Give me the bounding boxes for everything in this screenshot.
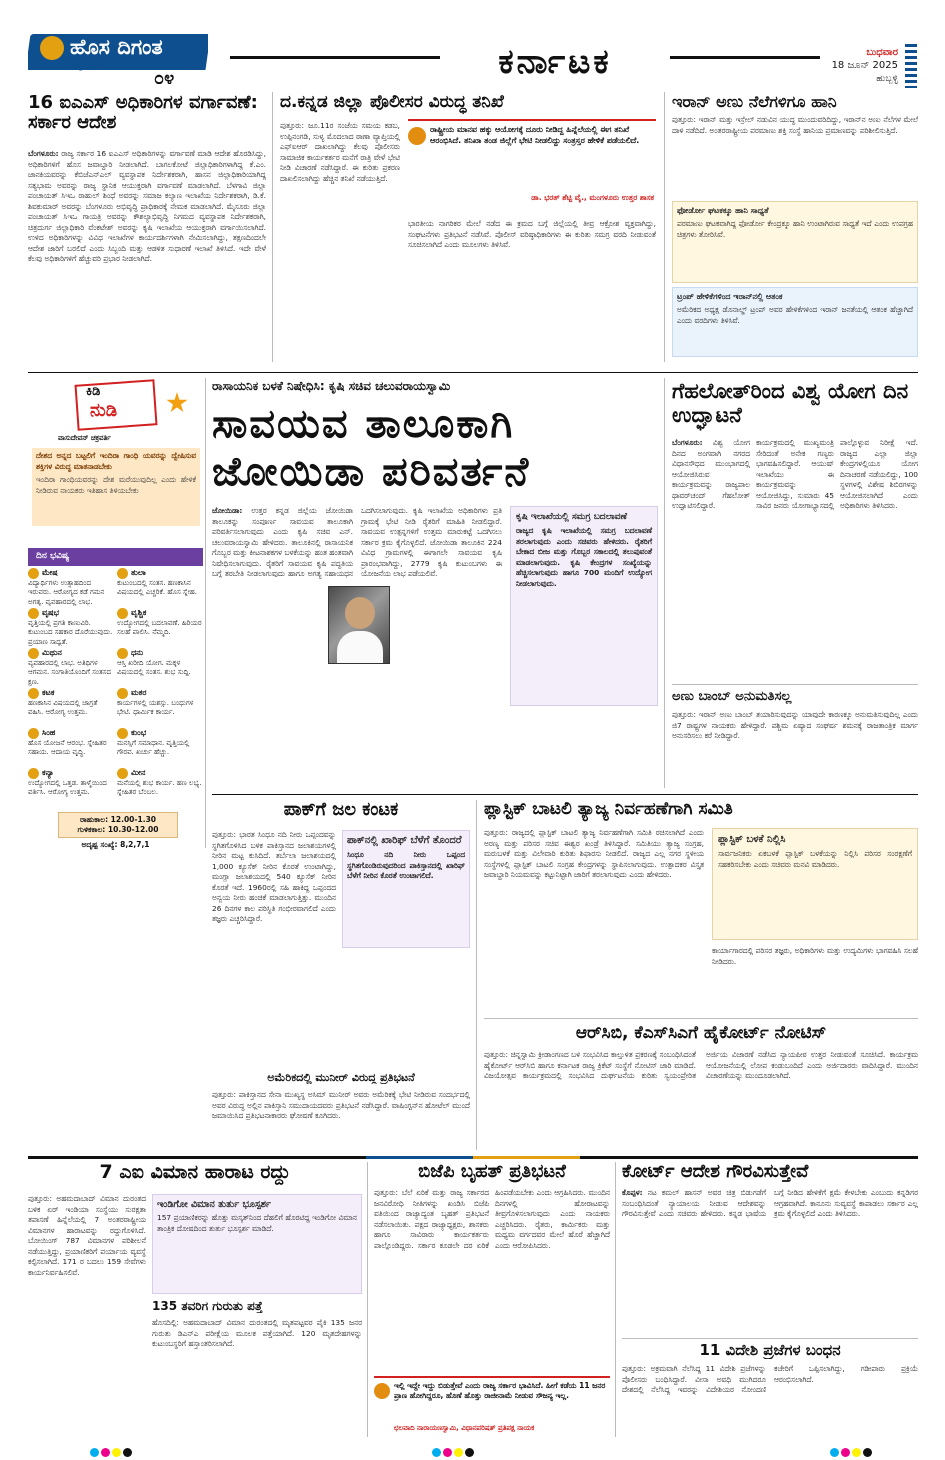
zodiac-icon xyxy=(117,768,128,779)
zodiac-icon xyxy=(117,608,128,619)
rashi-item xyxy=(28,768,114,806)
kalam-box xyxy=(58,812,178,838)
masthead-logo xyxy=(28,30,208,84)
rashi-item xyxy=(28,608,114,646)
print-marks-right xyxy=(830,1442,874,1460)
headline-ai: 7 ಎಐ ವಿಮಾನ ಹಾರಾಟ ರದ್ದು xyxy=(99,1162,291,1183)
zodiac-icon xyxy=(117,568,128,579)
rashi-name: ಕುಂಭ xyxy=(131,728,147,738)
organic-kicker: ರಾಸಾಯನಿಕ ಬಳಕೆ ನಿಷೇಧಿಸಿ: ಕೃಷಿ ಸಚಿವ ಚಲುವರಾಯಸ್ವಾಮಿ xyxy=(212,380,451,393)
zodiac-icon xyxy=(28,768,39,779)
body-bjp: ಪುತ್ತೂರು: ಬೆಲೆ ಏರಿಕೆ ಮತ್ತು ರಾಜ್ಯ ಸರ್ಕಾರದ ಜನವಿರೋಧಿ ನೀತಿಗಳನ್ನು ಖಂಡಿಸಿ ಬಿಜೆಪಿ ವತಿಯಿಂದ ರಾಜ್ಯಾದ್ಯಂತ ಬೃಹತ್ ಪ್ರತಿಭಟನೆ ನಡೆಸಲಾಯಿತು. ಪಕ್ಷದ ರಾಜ್ಯಾಧ್ಯಕ್ಷರು, ಶಾಸಕರು ಹಾಗೂ ಸಾವಿರಾರು ಕಾರ್ಯಕರ್ತರು ಪಾಲ್ಗೊಂಡಿದ್ದರು. ಸರ್ಕಾರ ಕೂಡಲೇ ದರ ಏರಿಕೆ ಹಿಂಪಡೆಯಬೇಕು ಎಂದು ಆಗ್ರಹಿಸಿದರು. ಮುಂದಿನ ದಿನಗಳಲ್ಲಿ ಹೋರಾಟವನ್ನು ತೀವ್ರಗೊಳಿಸಲಾಗುವುದು ಎಂದು ನಾಯಕರು ಎಚ್ಚರಿಸಿದರು. ರೈತರು, ಕಾರ್ಮಿಕರು ಮತ್ತು ಮಧ್ಯಮ ವರ್ಗದವರ ಮೇಲೆ ಹೊರೆ ಹೆಚ್ಚಾಗಿದೆ ಎಂದು ಆರೋಪಿಸಿದರು. xyxy=(374,1188,610,1250)
box-plastic-title: ಪ್ಲಾಸ್ಟಿಕ್ ಬಳಕೆ ನಿಲ್ಲಿಸಿ xyxy=(718,834,786,845)
rashi-text: ಕುಟುಂಬದಲ್ಲಿ ಸಂತಸ. ಹಣಕಾಸಿನ ವಿಷಯದಲ್ಲಿ ಎಚ್ಚರಿಕೆ. ಹೊಸ ಸ್ನೇಹ. xyxy=(117,579,197,597)
body-135: ಹೊಸದಿಲ್ಲಿ: ಅಹಮದಾಬಾದ್ ವಿಮಾನ ದುರಂತದಲ್ಲಿ ಮೃತಪಟ್ಟವರ ಪೈಕಿ 135 ಜನರ ಗುರುತು ಡಿಎನ್‌ಎ ಪರೀಕ್ಷೆಯ ಮೂಲಕ ಪತ್ತೆಯಾಗಿದೆ. 120 ಮೃತದೇಹಗಳನ್ನು ಕುಟುಂಬಸ್ಥರಿಗೆ ಹಸ್ತಾಂತರಿಸಲಾಗಿದೆ. xyxy=(152,1318,362,1349)
article-organic xyxy=(212,380,660,790)
spark-icon xyxy=(166,392,188,414)
section-divider xyxy=(28,1156,918,1159)
logo-tagline: ರಾಷ್ಟ್ರ ಜಾಗೃತಿಯ ಧ್ವನಿ xyxy=(72,63,115,70)
article-police xyxy=(280,93,658,363)
print-marks-center xyxy=(432,1442,476,1460)
rashi-item xyxy=(117,608,203,646)
headline-foreigners: 11 ವಿದೇಶಿ ಪ್ರಜೆಗಳ ಬಂಧನ xyxy=(699,1342,841,1359)
kidi-q2: ಇಂದಿರಾ ಗಾಂಧಿಯವರನ್ನು ದೇಶ ಮರೆಯುವುದಿಲ್ಲ ಎಂದು ಹೇಳಿಕೆ ನೀಡಿರುವ ನಾಯಕರು ಇತಿಹಾಸ ತಿಳಿಯಬೇಕು xyxy=(36,475,196,495)
zodiac-icon xyxy=(28,728,39,739)
body-foreigners: ಪುತ್ತೂರು: ಅಕ್ರಮವಾಗಿ ನೆಲೆಸಿದ್ದ 11 ವಿದೇಶಿ ಪ್ರಜೆಗಳನ್ನು ಪೊಲೀಸರು ಬಂಧಿಸಿದ್ದಾರೆ. ವೀಸಾ ಅವಧಿ ಮುಗಿದರೂ ದೇಶದಲ್ಲಿ ನೆಲೆಸಿದ್ದ ಇವರನ್ನು ವಿದೇಶಿಯರ ನೋಂದಣಿ ಕಚೇರಿಗೆ ಒಪ್ಪಿಸಲಾಗಿದ್ದು, ಗಡೀಪಾರು ಪ್ರಕ್ರಿಯೆ ಆರಂಭಿಸಲಾಗಿದೆ. xyxy=(622,1364,918,1395)
byline-bjp: ಛಲವಾದಿ ನಾರಾಯಣಸ್ವಾಮಿ, ವಿಧಾನಪರಿಷತ್ ಪ್ರತಿಪಕ್ಷ ನಾಯಕ xyxy=(394,1424,535,1432)
box-agri xyxy=(510,506,658,706)
box-fordo-title: ಫೋರ್ಡೋ ಘಟಕಕ್ಕೂ ಹಾನಿ ಸಾಧ್ಯತೆ xyxy=(677,206,769,215)
kidi-subtitle: ನುಡಿ xyxy=(90,400,118,421)
box-fordo xyxy=(672,201,918,283)
rashi-item xyxy=(117,728,203,766)
headline-police: ದ.ಕನ್ನಡ ಜಿಲ್ಲಾ ಪೊಲೀಸರ ವಿರುದ್ಧ ತನಿಖೆ xyxy=(280,93,504,112)
box-agri-body: ರಾಜ್ಯದ ಕೃಷಿ ಇಲಾಖೆಯಲ್ಲಿ ಸಮಗ್ರ ಬದಲಾವಣೆ ತರಲಾಗುವುದು ಎಂದು ಸಚಿವರು ಹೇಳಿದರು. ರೈತರಿಗೆ ಬೇಕಾದ ಬೀಜ ಮತ್ತು ಗೊಬ್ಬರ ಸಕಾಲದಲ್ಲಿ ತಲುಪುವಂತೆ ಮಾಡಲಾಗುವುದು. ಕೃಷಿ ಕೇಂದ್ರಗಳ ಸಂಖ್ಯೆಯನ್ನು ಹೆಚ್ಚಿಸಲಾಗುವುದು ಹಾಗೂ 700 ಮಂದಿಗೆ ಉದ್ಯೋಗ ನೀಡಲಾಗುವುದು. xyxy=(516,526,652,588)
headline-bjp: ಬಿಜೆಪಿ ಬೃಹತ್ ಪ್ರತಿಭಟನೆ xyxy=(418,1162,566,1182)
body-rcb: ಪುತ್ತೂರು: ಚಿನ್ನಸ್ವಾಮಿ ಕ್ರೀಡಾಂಗಣದ ಬಳಿ ಸಂಭವಿಸಿದ ಕಾಲ್ತುಳಿತ ಪ್ರಕರಣಕ್ಕೆ ಸಂಬಂಧಿಸಿದಂತೆ ಹೈಕೋರ್ಟ್ ಆರ್‌ಸಿಬಿ ಹಾಗೂ ಕರ್ನಾಟಕ ರಾಜ್ಯ ಕ್ರಿಕೆಟ್ ಸಂಸ್ಥೆಗೆ ನೋಟಿಸ್ ಜಾರಿ ಮಾಡಿದೆ. ವಿಜಯೋತ್ಸವ ಕಾರ್ಯಕ್ರಮದಲ್ಲಿ ಸಂಭವಿಸಿದ ದುರ್ಘಟನೆಯ ಕುರಿತು ಸ್ವಯಂಪ್ರೇರಿತ ಅರ್ಜಿಯ ವಿಚಾರಣೆ ನಡೆಸಿದ ನ್ಯಾಯಪೀಠ ಉತ್ತರ ನೀಡುವಂತೆ ಸೂಚಿಸಿದೆ. ಕಾರ್ಯಕ್ರಮ ಆಯೋಜನೆಯಲ್ಲಿ ಲೋಪ ಕಂಡುಬಂದಿದೆ ಎಂದು ಅರ್ಜಿದಾರರು ವಾದಿಸಿದ್ದಾರೆ. ಮುಂದಿನ ವಿಚಾರಣೆಯನ್ನು ಮುಂದೂಡಲಾಗಿದೆ. xyxy=(484,1050,918,1081)
rahu-kala: ರಾಹುಕಾಲ: 12.00-1.30 xyxy=(79,815,157,824)
organic-dateline: ಜೋಯಿಡಾ: xyxy=(212,506,243,515)
box-kharif-body: ಸಿಂಧೂ ನದಿ ನೀರು ಒಪ್ಪಂದ ಸ್ಥಗಿತಗೊಂಡಿರುವುದರಿಂದ ಪಾಕಿಸ್ತಾನದಲ್ಲಿ ಖಾರಿಫ್ ಬೆಳೆಗೆ ನೀರಿನ ಕೊರತೆ ಉಂಟಾಗಲಿದೆ. xyxy=(347,850,465,881)
rashi-text: ಮನೆಯಲ್ಲಿ ಶುಭ ಕಾರ್ಯ. ಹಣ ಲಭ್ಯ. ಸ್ನೇಹಿತರ ಬೆಂಬಲ. xyxy=(117,779,202,797)
headline-munir: ಅಮೆರಿಕದಲ್ಲಿ ಮುನೀರ್ ವಿರುದ್ಧ ಪ್ರತಿಭಟನೆ xyxy=(267,1072,415,1084)
kidi-nudi xyxy=(28,378,203,528)
article-rcb xyxy=(484,1024,918,1150)
kidi-body xyxy=(32,448,200,526)
rashi-text: ಮನಸ್ಸಿಗೆ ಸಮಾಧಾನ. ವೃತ್ತಿಯಲ್ಲಿ ಗೌರವ. ಖರ್ಚು ಹೆಚ್ಚು. xyxy=(117,739,190,757)
print-marks-left xyxy=(90,1442,134,1460)
rashi-name: ಕಟಕ xyxy=(42,688,55,698)
zodiac-icon xyxy=(28,608,39,619)
dateline-court: ಕೊಪ್ಪಳ: xyxy=(622,1188,643,1197)
box-kharif-title: ಪಾಕ್‌ನಲ್ಲಿ ಖಾರಿಫ್ ಬೆಳೆಗೆ ತೊಂದರೆ xyxy=(347,835,462,846)
rashi-name: ತುಲಾ xyxy=(131,568,146,578)
edition-name: ಹುಬ್ಬಳ್ಳಿ xyxy=(876,74,898,84)
headline-court: ಕೋರ್ಟ್ ಆದೇಶ ಗೌರವಿಸುತ್ತೇವೆ xyxy=(622,1162,809,1182)
body-plastic: ಪುತ್ತೂರು: ರಾಜ್ಯದಲ್ಲಿ ಪ್ಲಾಸ್ಟಿಕ್ ಬಾಟಲಿ ತ್ಯಾಜ್ಯ ನಿರ್ವಹಣೆಗಾಗಿ ಸಮಿತಿ ರಚಿಸಲಾಗಿದೆ ಎಂದು ಅರಣ್ಯ ಮತ್ತು ಪರಿಸರ ಸಚಿವ ಈಶ್ವರ ಖಂಡ್ರೆ ತಿಳಿಸಿದ್ದಾರೆ. ಸಮಿತಿಯು ತ್ಯಾಜ್ಯ ಸಂಗ್ರಹ, ಮರುಬಳಕೆ ಮತ್ತು ವಿಲೇವಾರಿ ಕುರಿತು ಶಿಫಾರಸು ನೀಡಲಿದೆ. ರಾಜ್ಯದ ಎಲ್ಲ ನಗರ ಸ್ಥಳೀಯ ಸಂಸ್ಥೆಗಳಲ್ಲಿ ಪ್ಲಾಸ್ಟಿಕ್ ಬಾಟಲಿ ಸಂಗ್ರಹ ಕೇಂದ್ರಗಳನ್ನು ಸ್ಥಾಪಿಸಲಾಗುವುದು. ಉತ್ಪಾದಕರ ವಿಸ್ತೃತ ಜವಾಬ್ದಾರಿ ನಿಯಮವನ್ನು ಕಟ್ಟುನಿಟ್ಟಾಗಿ ಜಾರಿಗೆ ತರಲಾಗುವುದು ಎಂದು ಹೇಳಿದರು. xyxy=(484,828,704,880)
rashi-item xyxy=(117,688,203,726)
quote-box-police xyxy=(408,119,656,213)
rashi-item xyxy=(28,728,114,766)
quote-icon xyxy=(374,1383,390,1399)
body-munir: ಪುತ್ತೂರು: ಪಾಕಿಸ್ತಾನದ ಸೇನಾ ಮುಖ್ಯಸ್ಥ ಅಸಿಮ್ ಮುನೀರ್ ಅವರು ಅಮೆರಿಕಕ್ಕೆ ಭೇಟಿ ನೀಡಿರುವ ಸಂದರ್ಭದಲ್ಲಿ ಅವರ ವಿರುದ್ಧ ಅಲ್ಲಿನ ಪಾಕಿಸ್ತಾನಿ ಸಮುದಾಯದವರು ಪ್ರತಿಭಟನೆ ನಡೆಸಿದ್ದಾರೆ. ವಾಷಿಂಗ್ಟನ್‌ನ ಹೋಟೆಲ್ ಮುಂದೆ ಜಮಾಯಿಸಿದ ಪ್ರತಿಭಟನಾಕಾರರು ಘೋಷಣೆ ಕೂಗಿದರು. xyxy=(212,1090,470,1121)
article-iran xyxy=(672,93,918,363)
rashi-item xyxy=(117,648,203,686)
headline-plastic: ಪ್ಲಾಸ್ಟಿಕ್ ಬಾಟಲಿ ತ್ಯಾಜ್ಯ ನಿರ್ವಹಣೆಗಾಗಿ ಸಮಿತಿ xyxy=(484,800,733,819)
logo-text: ಹೊಸ ದಿಗಂತ xyxy=(70,35,163,59)
kidi-author: ವಾಸುದೇವನ್ ಚಕ್ರವರ್ತಿ xyxy=(58,434,111,442)
box-plastic xyxy=(712,828,918,940)
rashi-text: ಉದ್ಯೋಗದಲ್ಲಿ ಒತ್ತಡ. ತಾಳ್ಮೆಯಿಂದ ವರ್ತಿಸಿ. ಆರೋಗ್ಯ ಉತ್ತಮ. xyxy=(28,779,107,797)
box-indigo-title: ಇಂಡಿಗೋ ವಿಮಾನ ತುರ್ತು ಭೂಸ್ಪರ್ಶ xyxy=(157,1199,271,1210)
rashi-name: ಮಿಥುನ xyxy=(42,648,62,658)
dateline-gehlot: ಬೆಂಗಳೂರು: xyxy=(672,438,703,447)
article-bomb xyxy=(672,690,918,788)
headline-pak: ಪಾಕ್‌ಗೆ ಜಲ ಕಂಟಕ xyxy=(283,800,399,820)
box-indigo-body: 157 ಪ್ರಯಾಣಿಕರನ್ನು ಹೊತ್ತು ಮಸ್ಕತ್‌ನಿಂದ ದೆಹಲಿಗೆ ಹೊರಟಿದ್ದ ಇಂಡಿಗೋ ವಿಮಾನ ತಾಂತ್ರಿಕ ದೋಷದಿಂದ ತುರ್ತು ಭೂಸ್ಪರ್ಶ ಮಾಡಿದೆ. xyxy=(157,1213,357,1233)
article-plastic xyxy=(484,800,918,1015)
edge-pattern xyxy=(905,44,917,88)
zodiac-icon xyxy=(117,728,128,739)
zodiac-icon xyxy=(28,568,39,579)
text-court: ನಟ ಕಮಲ್ ಹಾಸನ್ ಅವರ ಚಿತ್ರ ಬಿಡುಗಡೆಗೆ ಸಂಬಂಧಿಸಿದಂತೆ ನ್ಯಾಯಾಲಯ ನೀಡುವ ಆದೇಶವನ್ನು ಗೌರವಿಸುತ್ತೇವೆ ಎಂದು ಸಚಿವರು ಹೇಳಿದರು. ಕನ್ನಡ ಭಾಷೆಯ ಬಗ್ಗೆ ನೀಡಿದ ಹೇಳಿಕೆಗೆ ಕ್ಷಮೆ ಕೇಳಬೇಕು ಎಂಬುದು ಕನ್ನಡಿಗರ ಆಗ್ರಹವಾಗಿದೆ. ಕಾನೂನು ಸುವ್ಯವಸ್ಥೆ ಕಾಪಾಡಲು ಸರ್ಕಾರ ಎಲ್ಲ ಕ್ರಮ ಕೈಗೊಳ್ಳಲಿದೆ ಎಂದು ತಿಳಿಸಿದರು. xyxy=(622,1188,918,1219)
box-plastic-body: ಸಾರ್ವಜನಿಕರು ಏಕಬಳಕೆ ಪ್ಲಾಸ್ಟಿಕ್ ಬಳಕೆಯನ್ನು ನಿಲ್ಲಿಸಿ ಪರಿಸರ ಸಂರಕ್ಷಣೆಗೆ ಸಹಕರಿಸಬೇಕು ಎಂದು ಸಚಿವರು ಮನವಿ ಮಾಡಿದರು. xyxy=(718,849,912,869)
box-trump-title: ಟ್ರಂಪ್ ಹೇಳಿಕೆಗಳಿಂದ ಇರಾನ್‌ನಲ್ಲಿ ಆತಂಕ xyxy=(677,292,783,301)
lead-iran: ಪುತ್ತೂರು: ಇರಾನ್ ಮತ್ತು ಇಸ್ರೇಲ್ ನಡುವಿನ ಯುದ್ಧ ಮುಂದುವರಿದಿದ್ದು, ಇರಾನ್‌ನ ಅಣು ನೆಲೆಗಳ ಮೇಲೆ ದಾಳಿ ನಡೆದಿದೆ. ಅಂತರರಾಷ್ಟ್ರೀಯ ಪರಮಾಣು ಶಕ್ತಿ ಸಂಸ್ಥೆ ಹಾನಿಯ ಪ್ರಮಾಣವನ್ನು ಪರಿಶೀಲಿಸುತ್ತಿದೆ. xyxy=(672,115,918,135)
zodiac-icon xyxy=(117,688,128,699)
rashi-text: ಹಣಕಾಸಿನ ವಿಷಯದಲ್ಲಿ ಜಾಗ್ರತೆ ವಹಿಸಿ. ಆರೋಗ್ಯ ಉತ್ತಮ. xyxy=(28,699,98,717)
section-title: ಕರ್ನಾಟಕ xyxy=(440,40,670,84)
headline-rcb: ಆರ್‌ಸಿಬಿ, ಕೆಎಸ್‌ಸಿಎಗೆ ಹೈಕೋರ್ಟ್ ನೋಟಿಸ್ xyxy=(575,1024,827,1043)
rashi-name: ಕನ್ಯಾ xyxy=(42,768,54,778)
rashi-name: ವೃಶ್ಚಿಕ xyxy=(131,608,147,618)
lead-police: ಪುತ್ತೂರು: ಜೂ.11ರ ಸಂಜೆಯ ಸಮಯ ಕಡಬ, ಉಪ್ಪಿನಂಗಡಿ, ಸುಳ್ಯ ಮೊದಲಾದ ಠಾಣಾ ವ್ಯಾಪ್ತಿಯಲ್ಲಿ ಎಫ್‌ಐಆರ್ ದಾಖಲಾಗಿದ್ದು ಕೆಲವು ಪೊಲೀಸರು ಸಾಮಾಜಿಕ ಕಾರ್ಯಕರ್ತರ ಮನೆಗೆ ರಾತ್ರಿ ವೇಳೆ ಭೇಟಿ ನೀಡಿ ವಿಚಾರಣೆ ನಡೆಸಿದ್ದಾರೆ. ಈ ಕುರಿತು ಪ್ರಕರಣ ದಾಖಲಿಸಲಾಗಿದ್ದು ಹೆಚ್ಚಿನ ತನಿಖೆ ನಡೆಯುತ್ತಿದೆ. xyxy=(280,121,400,183)
zodiac-icon xyxy=(28,688,39,699)
quote-box-bjp xyxy=(374,1376,610,1436)
body-court xyxy=(622,1188,918,1338)
body-ai: ಪುತ್ತೂರು: ಅಹಮದಾಬಾದ್ ವಿಮಾನ ದುರಂತದ ಬಳಿಕ ಏರ್ ಇಂಡಿಯಾ ಸಂಸ್ಥೆಯು ಸುರಕ್ಷತಾ ತಪಾಸಣೆ ಹಿನ್ನೆಲೆಯಲ್ಲಿ 7 ಅಂತರರಾಷ್ಟ್ರೀಯ ವಿಮಾನಗಳ ಹಾರಾಟವನ್ನು ರದ್ದುಗೊಳಿಸಿದೆ. ಬೋಯಿಂಗ್ 787 ವಿಮಾನಗಳ ಪರಿಶೀಲನೆ ನಡೆಯುತ್ತಿದ್ದು, ಪ್ರಯಾಣಿಕರಿಗೆ ಪರ್ಯಾಯ ವ್ಯವಸ್ಥೆ ಕಲ್ಪಿಸಲಾಗಿದೆ. 171 ರ ಬದಲು 159 ಸೇವೆಗಳು ಕಾರ್ಯನಿರ್ವಹಿಸಲಿವೆ. xyxy=(28,1194,146,1277)
article-ai xyxy=(28,1162,362,1437)
lamp-icon xyxy=(40,36,64,60)
gulika-kala: ಗುಳಿಕಕಾಲ: 10.30-12.00 xyxy=(77,825,159,834)
headline-iran: ಇರಾನ್ ಅಣು ನೆಲೆಗಳಿಗೂ ಹಾನಿ xyxy=(672,93,837,111)
article-gehlot xyxy=(672,380,918,680)
tail-plastic: ಕಾರ್ಯಾಗಾರದಲ್ಲಿ ಪರಿಸರ ತಜ್ಞರು, ಅಧಿಕಾರಿಗಳು ಮತ್ತು ಉದ್ಯಮಿಗಳು ಭಾಗವಹಿಸಿ ಸಲಹೆ ನೀಡಿದರು. xyxy=(712,946,918,966)
rashi-text: ಉದ್ಯೋಗದಲ್ಲಿ ಬದಲಾವಣೆ. ಹಿರಿಯರ ಸಲಹೆ ಪಾಲಿಸಿ. ನೆಮ್ಮದಿ. xyxy=(117,619,202,637)
rashi-text: ಕಾರ್ಯಗಳಲ್ಲಿ ಯಶಸ್ಸು. ಬಂಧುಗಳ ಭೇಟಿ. ಧಾರ್ಮಿಕ ಕಾರ್ಯ. xyxy=(117,699,194,717)
article-bjp xyxy=(374,1162,610,1437)
article-ias xyxy=(28,93,266,363)
dateline-ias: ಬೆಂಗಳೂರು: xyxy=(28,149,59,158)
organic-text: ಉತ್ತರ ಕನ್ನಡ ಜಿಲ್ಲೆಯ ಜೋಯಿಡಾ ತಾಲೂಕನ್ನು ಸಂಪೂರ್ಣ ಸಾವಯವ ತಾಲೂಕಾಗಿ ಪರಿವರ್ತಿಸಲಾಗುವುದು ಎಂದು ಕೃಷಿ ಸಚಿವ ಎನ್. ಚಲುವರಾಯಸ್ವಾಮಿ ಹೇಳಿದರು. ತಾಲೂಕಿನಲ್ಲಿ ರಾಸಾಯನಿಕ ಗೊಬ್ಬರ ಮತ್ತು ಕೀಟನಾಶಕಗಳ ಬಳಕೆಯನ್ನು ಹಂತ ಹಂತವಾಗಿ ನಿಷೇಧಿಸಲಾಗುವುದು. ರೈತರಿಗೆ ಸಾವಯವ ಕೃಷಿ ಪದ್ಧತಿಯ ಬಗ್ಗೆ ತರಬೇತಿ ನೀಡಲಾಗುವುದು ಹಾಗೂ ಅಗತ್ಯ ಸಹಾಯಧನ ಒದಗಿಸಲಾಗುವುದು. ಕೃಷಿ ಇಲಾಖೆಯ ಅಧಿಕಾರಿಗಳು ಪ್ರತಿ ಗ್ರಾಮಕ್ಕೆ ಭೇಟಿ ನೀಡಿ ರೈತರಿಗೆ ಮಾಹಿತಿ ನೀಡಲಿದ್ದಾರೆ. ಸಾವಯವ ಉತ್ಪನ್ನಗಳಿಗೆ ಉತ್ತಮ ಮಾರುಕಟ್ಟೆ ಒದಗಿಸಲು ಸರ್ಕಾರ ಕ್ರಮ ಕೈಗೊಳ್ಳಲಿದೆ. ಜೋಯಿಡಾ ತಾಲೂಕಿನ 224 ವಿವಿಧ ಗ್ರಾಮಗಳಲ್ಲಿ ಈಗಾಗಲೇ ಸಾವಯವ ಕೃಷಿ ಪ್ರಾರಂಭವಾಗಿದ್ದು, 2779 ಕೃಷಿ ಕುಟುಂಬಗಳು ಈ ಯೋಜನೆಯ ಲಾಭ ಪಡೆಯಲಿವೆ. xyxy=(212,506,502,579)
text-gehlot: ವಿಶ್ವ ಯೋಗ ದಿನದ ಅಂಗವಾಗಿ ನಗರದ ವಿಧಾನಸೌಧದ ಮುಂಭಾಗದಲ್ಲಿ ಆಯೋಜಿಸಿರುವ ಕಾರ್ಯಕ್ರಮವನ್ನು ರಾಜ್ಯಪಾಲ ಥಾವರ್‌ಚಂದ್ ಗೆಹಲೋತ್ ಉದ್ಘಾಟಿಸಲಿದ್ದಾರೆ. ಕಾರ್ಯಕ್ರಮದಲ್ಲಿ ಮುಖ್ಯಮಂತ್ರಿ ಸೇರಿದಂತೆ ಅನೇಕ ಗಣ್ಯರು ಭಾಗವಹಿಸಲಿದ್ದಾರೆ. ಆಯುಷ್ ಇಲಾಖೆಯು ಈ ಕಾರ್ಯಕ್ರಮವನ್ನು ಆಯೋಜಿಸಿದ್ದು, ಸುಮಾರು 45 ಸಾವಿರ ಜನರು ಯೋಗಾಭ್ಯಾಸದಲ್ಲಿ ಪಾಲ್ಗೊಳ್ಳುವ ನಿರೀಕ್ಷೆ ಇದೆ. ರಾಜ್ಯದ ಎಲ್ಲಾ ಜಿಲ್ಲಾ ಕೇಂದ್ರಗಳಲ್ಲಿಯೂ ಯೋಗ ದಿನಾಚರಣೆ ನಡೆಯಲಿದ್ದು, 100 ಸ್ಥಳಗಳಲ್ಲಿ ವಿಶೇಷ ಶಿಬಿರಗಳನ್ನು ಆಯೋಜಿಸಲಾಗಿದೆ ಎಂದು ಅಧಿಕಾರಿಗಳು ತಿಳಿಸಿದರು. xyxy=(672,438,918,511)
rashi-name: ಮೀನ xyxy=(131,768,146,778)
bhavishya-header xyxy=(28,548,203,566)
body-ias: ರಾಜ್ಯ ಸರ್ಕಾರ 16 ಐಎಎಸ್ ಅಧಿಕಾರಿಗಳನ್ನು ವರ್ಗಾವಣೆ ಮಾಡಿ ಆದೇಶ ಹೊರಡಿಸಿದ್ದು, ಅಧಿಕಾರಿಗಳಿಗೆ ಹೊಸ ಜವಾಬ್ದಾರಿ ನೀಡಲಾಗಿದೆ. ಬಾಗಲಕೋಟೆ ಜಿಲ್ಲಾಧಿಕಾರಿಗಳಾಗಿದ್ದ ಕೆ.ಎಂ. ಜಾನಕಿಯವರನ್ನು ಕೆಬಿಜೆಎನ್‌ಎಲ್ ವ್ಯವಸ್ಥಾಪಕ ನಿರ್ದೇಶಕರಾಗಿ, ಹಾಸನ ಜಿಲ್ಲಾಧಿಕಾರಿಯಾಗಿದ್ದ ಸತ್ಯಭಾಮ ಅವರನ್ನು ರಾಜ್ಯ ಸ್ಥಾನಿಕ ಆಯುಕ್ತರಾಗಿ ವರ್ಗಾವಣೆ ಮಾಡಲಾಗಿದೆ. ಬೆಳಗಾವಿ ಜಿಲ್ಲಾ ಪಂಚಾಯತ್ ಸಿಇಒ ರಾಹುಲ್ ಶಿಂಧೆ ಅವರನ್ನು ಸಮಾಜ ಕಲ್ಯಾಣ ಇಲಾಖೆಯ ನಿರ್ದೇಶಕರಾಗಿ, ಡಿ.ಕೆ. ಶಿವಕುಮಾರ್ ಅವರನ್ನು ಬೆಂಗಳೂರು ಅಭಿವೃದ್ಧಿ ಪ್ರಾಧಿಕಾರಕ್ಕೆ ನೇಮಕ ಮಾಡಲಾಗಿದೆ. ಮೈಸೂರು ಜಿಲ್ಲಾ ಪಂಚಾಯತ್ ಸಿಇಒ ಗಾಯತ್ರಿ ಅವರನ್ನು ಕೌಶಲ್ಯಾಭಿವೃದ್ಧಿ ನಿಗಮದ ವ್ಯವಸ್ಥಾಪಕ ನಿರ್ದೇಶಕರಾಗಿ, ಚಿತ್ರದುರ್ಗ ಜಿಲ್ಲಾಧಿಕಾರಿ ವೆಂಕಟೇಶ್ ಅವರನ್ನು ಕೃಷಿ ಇಲಾಖೆಯ ಆಯುಕ್ತರಾಗಿ ವರ್ಗಾಯಿಸಲಾಗಿದೆ. ಉಳಿದ ಅಧಿಕಾರಿಗಳನ್ನು ವಿವಿಧ ಇಲಾಖೆಗಳ ಕಾರ್ಯದರ್ಶಿಗಳಾಗಿ ನೇಮಿಸಲಾಗಿದ್ದು, ತಕ್ಷಣದಿಂದಲೇ ಆದೇಶ ಜಾರಿಗೆ ಬರಲಿದೆ ಎಂದು ಸಿಬ್ಬಂದಿ ಮತ್ತು ಆಡಳಿತ ಸುಧಾರಣೆ ಇಲಾಖೆ ತಿಳಿಸಿದೆ. ಇದೇ ವೇಳೆ ಕೆಲವು ಅಧಿಕಾರಿಗಳಿಗೆ ಹೆಚ್ಚುವರಿ ಪ್ರಭಾರ ನೀಡಲಾಗಿದೆ. xyxy=(28,149,266,264)
rashi-name: ಧನು xyxy=(131,648,144,658)
rashi-name: ಮೇಷ xyxy=(42,568,58,578)
rashi-text: ವಿದ್ಯಾರ್ಥಿಗಳು ಉತ್ಸಾಹದಿಂದ ಇರುವರು. ಆರೋಗ್ಯದ ಕಡೆ ಗಮನ ಅಗತ್ಯ. ವ್ಯವಹಾರದಲ್ಲಿ ಲಾಭ. xyxy=(28,579,105,606)
lucky-numbers: ಅದೃಷ್ಟ ಸಂಖ್ಯೆ: 8,2,7,1 xyxy=(81,840,150,849)
box-trump-body: ಅಮೆರಿಕದ ಅಧ್ಯಕ್ಷ ಡೊನಾಲ್ಡ್ ಟ್ರಂಪ್ ಅವರ ಹೇಳಿಕೆಗಳಿಂದ ಇರಾನ್ ಜನತೆಯಲ್ಲಿ ಆತಂಕ ಹೆಚ್ಚಾಗಿದೆ ಎಂದು ವರದಿಗಳು ತಿಳಿಸಿವೆ. xyxy=(677,305,913,325)
organic-headline-1: ಸಾವಯವ ತಾಲೂಕಾಗಿ xyxy=(212,401,515,447)
box-fordo-body: ಪರಮಾಣು ಘಟಕವಾಗಿದ್ದ ಫೋರ್ಡೋ ಕೇಂದ್ರಕ್ಕೂ ಹಾನಿ ಉಂಟಾಗಿರುವ ಸಾಧ್ಯತೆ ಇದೆ ಎಂದು ಉಪಗ್ರಹ ಚಿತ್ರಗಳು ತೋರಿಸಿವೆ. xyxy=(677,219,913,239)
zodiac-icon xyxy=(117,648,128,659)
headline-135: 135 ತವರಿಗ ಗುರುತು ಪತ್ತೆ xyxy=(152,1300,263,1313)
minister-photo xyxy=(328,586,390,664)
rashi-grid xyxy=(28,568,203,808)
rashi-name: ವೃಷಭ xyxy=(42,608,59,618)
quote-bjp: ಇಲ್ಲಿ ಇದ್ದೇ ಇದ್ದು ಬಿಡುತ್ತೇವೆ ಎಂದು ರಾಜ್ಯ ಸರ್ಕಾರ ಭಾವಿಸಿದೆ. ಹೀಗೆ ಕಡೆಯ 11 ಜನರ ಪ್ರಾಣ ಹೋಗಿದ್ದರೂ, ಹೊಣೆ ಹೊತ್ತು ರಾಜೀನಾಮೆ ನೀಡುವ ಸೌಜನ್ಯ ಇಲ್ಲ. xyxy=(394,1381,606,1400)
body-bomb: ಪುತ್ತೂರು: ಇರಾನ್ ಅಣು ಬಾಂಬ್ ತಯಾರಿಸುವುದನ್ನು ಯಾವುದೇ ಕಾರಣಕ್ಕೂ ಅನುಮತಿಸುವುದಿಲ್ಲ ಎಂದು ಜಿ7 ರಾಷ್ಟ್ರಗಳ ನಾಯಕರು ಹೇಳಿದ್ದಾರೆ. ಪಶ್ಚಿಮ ಏಷ್ಯಾದ ಸಂಘರ್ಷ ಶಮನಕ್ಕೆ ರಾಜತಾಂತ್ರಿಕ ಮಾರ್ಗ ಅನುಸರಿಸಲು ಕರೆ ನೀಡಿದ್ದಾರೆ. xyxy=(672,710,918,741)
headline-ias: 16 ಐಎಎಸ್ ಅಧಿಕಾರಿಗಳ ವರ್ಗಾವಣೆ: ಸರ್ಕಾರ ಆದೇಶ xyxy=(28,93,258,134)
kidi-q1: ದೇಶದ ಅನ್ನದ ಬಟ್ಟಲಿಗೆ ಇಂದಿರಾ ಗಾಂಧಿ ಯವರನ್ನು ದ್ವೇಷಿಸುವ ಶಕ್ತಿಗಳ ವಿರುದ್ಧ ಮಾತನಾಡಬೇಕು xyxy=(36,451,196,471)
headline-gehlot: ಗೆಹಲೋತ್‌ರಿಂದ ವಿಶ್ವ ಯೋಗ ದಿನ ಉದ್ಘಾಟನೆ xyxy=(672,380,909,427)
kidi-title: ಕಿಡಿ xyxy=(86,384,101,399)
page-number: ೦೪ xyxy=(154,68,175,84)
body-police: ಭಾರತೀಯ ನಾಗರಿಕರ ಮೇಲೆ ನಡೆದ ಈ ಕ್ರಮದ ಬಗ್ಗೆ ಜಿಲ್ಲೆಯಲ್ಲಿ ತೀವ್ರ ಆಕ್ರೋಶ ವ್ಯಕ್ತವಾಗಿದ್ದು, ಸಂಘಟನೆಗಳು ಪ್ರತಿಭಟನೆ ನಡೆಸಿವೆ. ಪೊಲೀಸ್ ವರಿಷ್ಠಾಧಿಕಾರಿಗಳು ಈ ಕುರಿತು ಸಮಗ್ರ ವರದಿ ನೀಡುವಂತೆ ಸೂಚಿಸಲಾಗಿದೆ ಎಂದು ಮೂಲಗಳು ತಿಳಿಸಿವೆ. xyxy=(408,219,656,250)
quote-icon xyxy=(408,127,426,145)
zodiac-icon xyxy=(28,648,39,659)
headline-bomb: ಅಣು ಬಾಂಬ್ ಅನುಮತಿಸಲ್ಲ xyxy=(672,690,792,704)
box-agri-title: ಕೃಷಿ ಇಲಾಖೆಯಲ್ಲಿ ಸಮಗ್ರ ಬದಲಾವಣೆ xyxy=(516,512,627,522)
quote-police: ರಾಷ್ಟ್ರೀಯ ಮಾನವ ಹಕ್ಕು ಆಯೋಗಕ್ಕೆ ದೂರು ನೀಡಿದ್ದ ಹಿನ್ನೆಲೆಯಲ್ಲಿ ಈಗ ತನಿಖೆ ಆರಂಭಿಸಿದೆ. ತನಿಖಾ ತಂಡ ಜಿಲ್ಲೆಗೆ ಭೇಟಿ ನೀಡಲಿದ್ದು ಸಂತ್ರಸ್ತರ ಹೇಳಿಕೆ ಪಡೆಯಲಿದೆ. xyxy=(430,125,640,145)
rashi-name: ಮಕರ xyxy=(131,688,147,698)
byline-police: ಡಾ. ಭರತ್ ಶೆಟ್ಟಿ ವೈ., ಮಂಗಳೂರು ಉತ್ತರ ಶಾಸಕ xyxy=(531,193,654,202)
rashi-text: ವೃತ್ತಿಯಲ್ಲಿ ಪ್ರಗತಿ ಕಾಣುವಿರಿ. ಕುಟುಂಬದ ಸಹಕಾರ ದೊರೆಯುವುದು. ಪ್ರಯಾಣ ಸಾಧ್ಯತೆ. xyxy=(28,619,113,646)
body-pak: ಪುತ್ತೂರು: ಭಾರತ ಸಿಂಧೂ ನದಿ ನೀರು ಒಪ್ಪಂದವನ್ನು ಸ್ಥಗಿತಗೊಳಿಸಿದ ಬಳಿಕ ಪಾಕಿಸ್ತಾನದ ಜಲಾಶಯಗಳಲ್ಲಿ ನೀರಿನ ಮಟ್ಟ ಕುಸಿದಿದೆ. ತರ್ಬೆಲಾ ಜಲಾಶಯದಲ್ಲಿ 1,000 ಕ್ಯೂಸೆಕ್ ನೀರಿನ ಕೊರತೆ ಉಂಟಾಗಿದ್ದು, ಮಂಗ್ಲಾ ಜಲಾಶಯದಲ್ಲಿ 540 ಕ್ಯೂಸೆಕ್ ನೀರಿನ ಕೊರತೆ ಇದೆ. 1960ರಲ್ಲಿ ಸಹಿ ಹಾಕಿದ್ದ ಒಪ್ಪಂದದ ಅನ್ವಯ ನೀರು ಹಂಚಿಕೆ ಮಾಡಲಾಗುತ್ತಿತ್ತು. ಮುಂದಿನ 26 ದಿನಗಳ ಕಾಲ ಪರಿಸ್ಥಿತಿ ಗಂಭೀರವಾಗಲಿದೆ ಎಂದು ತಜ್ಞರು ಎಚ್ಚರಿಸಿದ್ದಾರೆ. xyxy=(212,830,336,924)
box-indigo xyxy=(152,1194,362,1294)
article-pak xyxy=(212,800,470,1150)
box-kharif xyxy=(342,830,470,948)
body-gehlot xyxy=(672,438,918,678)
rashi-item xyxy=(28,568,114,606)
rashi-name: ಸಿಂಹ xyxy=(42,728,56,738)
issue-day: ಬುಧವಾರ xyxy=(866,47,898,58)
rashi-text: ಆಸ್ತಿ ಖರೀದಿ ಯೋಗ. ಮಕ್ಕಳ ವಿಷಯದಲ್ಲಿ ಸಂತಸ. ಶುಭ ಸುದ್ದಿ. xyxy=(117,659,191,677)
issue-date: 18 ಜೂನ್ 2025 xyxy=(831,60,898,71)
rashi-text: ವ್ಯವಹಾರದಲ್ಲಿ ಲಾಭ. ಅತಿಥಿಗಳ ಆಗಮನ. ಸಂಗಾತಿಯೊಂದಿಗೆ ಸಂತಸದ ಕ್ಷಣ. xyxy=(28,659,111,686)
rashi-item xyxy=(117,768,203,806)
rashi-item xyxy=(28,648,114,686)
article-court xyxy=(622,1162,918,1437)
rashi-text: ಹೊಸ ಯೋಜನೆ ಆರಂಭ. ಸ್ನೇಹಿತರ ಸಹಾಯ. ಆದಾಯ ವೃದ್ಧಿ. xyxy=(28,739,107,757)
rashi-item xyxy=(28,688,114,726)
box-trump xyxy=(672,287,918,357)
rashi-item xyxy=(117,568,203,606)
organic-headline-2: ಜೋಯಿಡಾ ಪರಿವರ್ತನೆ xyxy=(212,449,531,495)
bhavishya-title: ದಿನ ಭವಿಷ್ಯ xyxy=(36,551,70,561)
